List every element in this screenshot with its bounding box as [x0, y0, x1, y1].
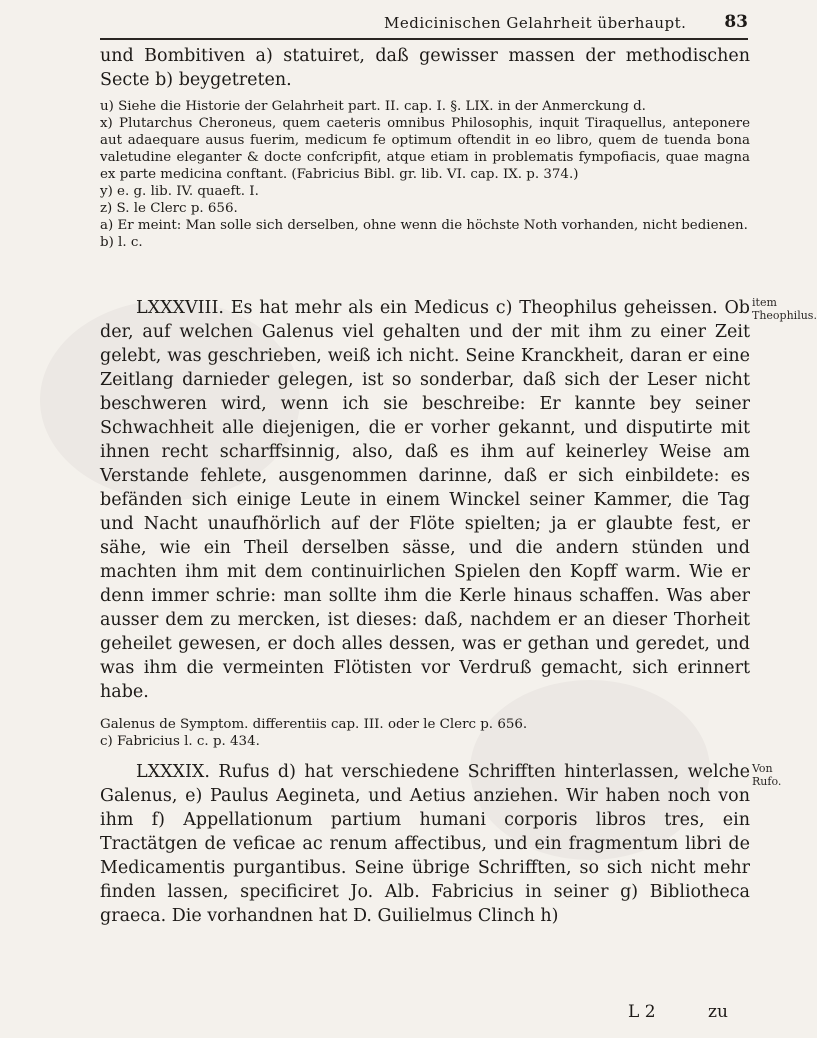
section-lxxxviii: [100, 296, 750, 704]
page-number: 83: [724, 12, 748, 32]
footnote: b) l. c.: [100, 235, 143, 250]
footnote: c) Fabricius l. c. p. 434.: [100, 734, 260, 749]
footnote: u) Siehe die Historie der Gelahrheit part. II. cap. I. §. LIX. in der Anmerckung d.: [100, 99, 646, 114]
catchword: zu: [708, 1002, 728, 1022]
footnotes-top: [100, 98, 750, 251]
continuation-paragraph: [100, 44, 750, 92]
signature-mark: L 2: [628, 1002, 656, 1022]
section-text: LXXXVIII. Es hat mehr als ein Medicus c) Theophilus geheissen. Ob der, auf welchen Galenus viel gehalten und der mit ihm zu einer Zeit gelebt, was geschrieben, weiß ich nicht. Seine Kranckheit, daran er eine Zeitlang darnieder gelegen, ist so sonderbar, daß sich der Leser nicht beschweren wird, wenn ich sie beschreibe: Er kannte bey seiner Schwachheit alle diejenigen, die er vorher gekannt, und disputirte mit ihnen recht scharffsinnig, also, daß es ihm auf keinerley Weise am Verstande fehlete, ausgenommen darinne, daß er sich einbildete: es befänden sich einige Leute in einem Winckel seiner Kammer, die Tag und Nacht unaufhörlich auf der Flöte spielten; ja er glaubte fest, er sähe, wie ein Theil derselben sässe, und die andern stünden und machten ihm mit dem continuirlichen Spielen den Kopff warm. Wie er denn immer schrie: man sollte ihm die Kerle hinaus schaffen. Was aber ausser dem zu mercken, ist dieses: daß, nachdem er an dieser Thorheit geheilet gewesen, er doch alles dessen, was er gethan und geredet, und was ihm die vermeinten Flötisten vor Verdruß gemacht, sich erinnert habe.: [100, 298, 750, 702]
footnote: a) Er meint: Man solle sich derselben, ohne wenn die höchste Noth vorhanden, nicht bedienen.: [100, 218, 748, 233]
header-rule: [100, 38, 748, 40]
margin-note: item Theophilus.: [752, 296, 817, 322]
paragraph-text: und Bombitiven a) statuiret, daß gewisser massen der methodischen Secte b) beygetreten.: [100, 46, 750, 90]
section-lxxxix: [100, 760, 750, 928]
footnote: x) Plutarchus Cheroneus, quem caeteris omnibus Philosophis, inquit Tiraquellus, anteponere aut adaequare ausus fuerim, medicum fe optimum oftendit in eo libro, quem de tuenda bona valetudine eleganter & docte confcripfit, atque etiam in problematis fympofiacis, quae magna ex parte medicina conftant. (Fabricius Bibl. gr. lib. VI. cap. IX. p. 374.): [100, 116, 750, 182]
footnote: y) e. g. lib. IV. quaeft. I.: [100, 184, 259, 199]
running-head: Medicinischen Gelahrheit überhaupt.: [384, 14, 687, 32]
page-header: [100, 14, 748, 36]
section-text: LXXXIX. Rufus d) hat verschiedene Schrifften hinterlassen, welche Galenus, e) Paulus Aegineta, und Aetius anziehen. Wir haben noch von ihm f) Appellationum partium humani corporis libros tres, ein Tractätgen de veficae ac renum affectibus, und ein fragmentum libri de Medicamentis purgantibus. Seine übrige Schrifften, so sich nicht mehr finden lassen, specificiret Jo. Alb. Fabricius in seiner g) Bibliotheca graeca. Die vorhandnen hat D. Guilielmus Clinch h): [100, 762, 750, 926]
margin-note: Von Rufo.: [752, 762, 782, 788]
footnote: z) S. le Clerc p. 656.: [100, 201, 238, 216]
footnotes-mid: [100, 716, 750, 750]
footnote: Galenus de Symptom. differentiis cap. III. oder le Clerc p. 656.: [100, 717, 528, 732]
